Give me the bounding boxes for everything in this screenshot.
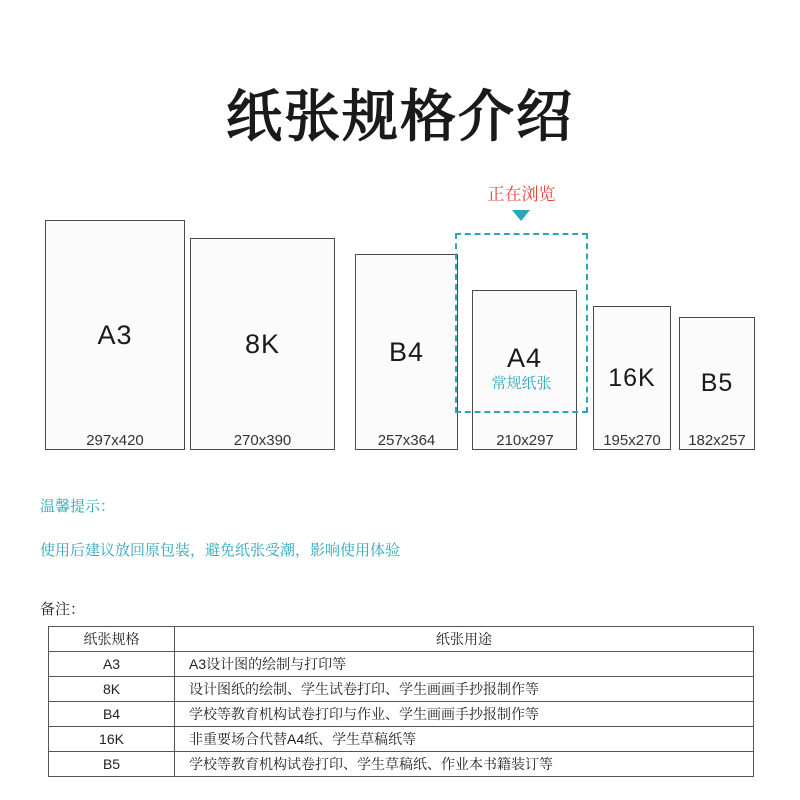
sheet-b5[interactable] [679, 317, 755, 450]
dimension-b5: 182x257 [688, 432, 746, 449]
dimension-b4: 257x364 [377, 432, 436, 449]
table-row [49, 752, 754, 777]
sheet-a4-highlight [455, 233, 588, 413]
sheet-b5-label: B5 [700, 369, 734, 397]
browsing-label: 正在浏览 [487, 185, 556, 204]
sheet-16k[interactable] [593, 306, 671, 450]
tips-block [40, 492, 400, 566]
sheet-b4-label: B4 [388, 336, 425, 367]
table-cell-usage: 学校等教育机构试卷打印与作业、学生画画手抄报制作等 [175, 702, 754, 727]
tips-heading: 温馨提示： [40, 498, 116, 515]
dimension-8k: 270x390 [233, 432, 292, 449]
sheet-a3-label: A3 [97, 319, 133, 350]
table-cell-spec: B4 [49, 702, 175, 727]
dimension-16k: 195x270 [603, 432, 661, 449]
table-row [49, 677, 754, 702]
table-header-row [49, 627, 754, 652]
sheet-8k[interactable] [190, 238, 335, 450]
table-row [49, 727, 754, 752]
table-row [49, 652, 754, 677]
page-title: 纸张规格介绍 [226, 84, 574, 148]
dimension-labels [0, 432, 800, 456]
notes-heading: 备注： [40, 601, 86, 618]
sheet-8k-label: 8K [244, 328, 281, 359]
table-cell-spec: B5 [49, 752, 175, 777]
table-header-usage: 纸张用途 [175, 627, 754, 652]
table-cell-usage: 学校等教育机构试卷打印、学生草稿纸、作业本书籍装订等 [175, 752, 754, 777]
table-cell-usage: 设计图纸的绘制、学生试卷打印、学生画画手抄报制作等 [175, 677, 754, 702]
table-cell-usage: 非重要场合代替A4纸、学生草稿纸等 [175, 727, 754, 752]
sheet-16k-label: 16K [608, 363, 656, 392]
table-row [49, 702, 754, 727]
sheet-a3[interactable] [45, 220, 185, 450]
sheet-b4[interactable] [355, 254, 458, 450]
browsing-arrow-icon [512, 210, 530, 221]
tips-line: 使用后建议放回原包装，避免纸张受潮，影响使用体验 [40, 542, 401, 559]
table-cell-usage: A3设计图的绘制与打印等 [175, 652, 754, 677]
sheet-a4-label: A4 [506, 342, 543, 373]
dimension-a3: 297x420 [86, 432, 144, 449]
dimension-a4: 210x297 [496, 432, 554, 449]
table-cell-spec: 8K [49, 677, 175, 702]
sheet-a4-sub-label: 常规纸张 [491, 375, 552, 392]
table-header-spec: 纸张规格 [49, 627, 175, 652]
table-cell-spec: 16K [49, 727, 175, 752]
table-cell-spec: A3 [49, 652, 175, 677]
paper-usage-table [48, 626, 754, 777]
paper-size-diagram [0, 180, 800, 450]
